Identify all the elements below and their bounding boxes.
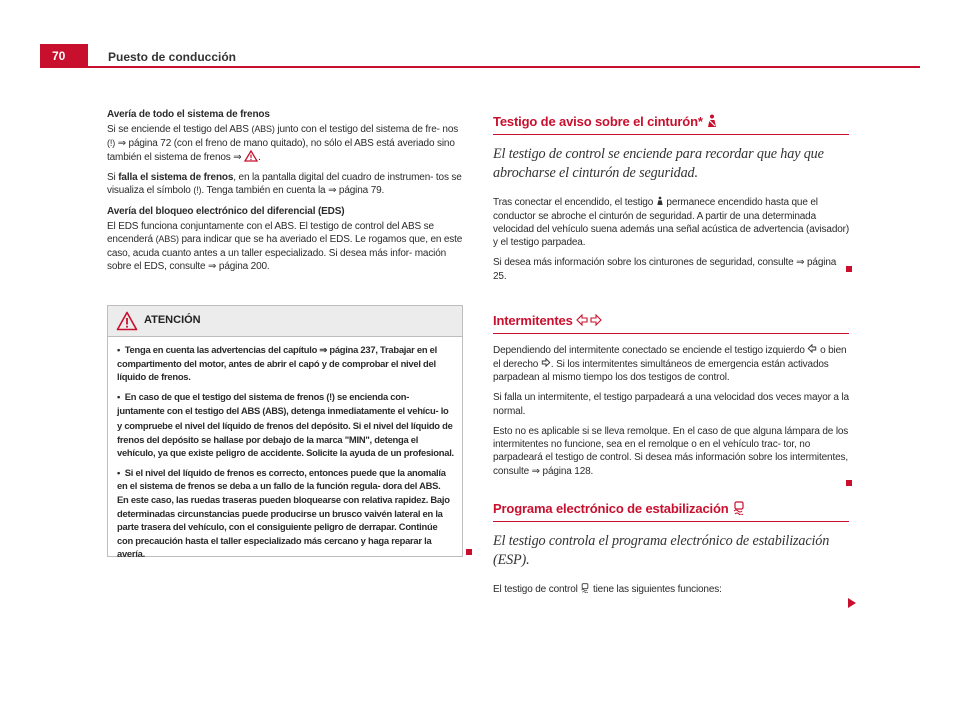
turn-left-arrow-icon <box>807 344 817 353</box>
esp-paragraph: El testigo de control tiene las siguientes funciones: <box>493 584 722 596</box>
warning-triangle-icon <box>116 311 138 331</box>
warning-item: • En caso de que el testigo del sistema de frenos (!) se encienda con- juntamente con el testigo del ABS (ABS), detenga inmediatamente el vehícu- lo y compruebe el nivel del líquido de frenos del depósito. Si el nivel del líquido de frenos del depósito se hallase por debajo de la marca "MIN", detenga el vehículo, ya que existe peligro de accidente. Solicite la ayuda de un profesional. <box>117 390 454 459</box>
turn-signal-paragraph: Dependiendo del intermitente conectado se enciende el testigo izquierdo o bien el derecho . Si los intermitentes simultáneos de emergencia están activados parpadean al mismo tiempo los dos testigos de control. <box>493 345 847 383</box>
warning-triangle-icon <box>244 150 258 162</box>
esp-skid-icon <box>580 583 590 593</box>
bullet: • <box>117 344 121 355</box>
eds-failure-heading: Avería del bloqueo electrónico del diferencial (EDS) <box>107 205 345 217</box>
continue-arrow-icon <box>848 598 856 608</box>
warning-item: • Si el nivel del líquido de frenos es correcto, entonces puede que la anomalía en el sistema de frenos se deba a un fallo de la función regula- dora del ABS. En este caso, las ruedas traseras pueden bloquearse con relativa rapidez. Bajo determinadas circunstancias puede producirse un brusco vaivén lateral en la parte trasera del vehículo, con el consiguiente peligro de derrapar. Continúe con precaución hasta el taller especializado más cercano y haga reparar la avería. <box>117 466 450 560</box>
section-divider <box>493 134 849 135</box>
turn-signal-icon <box>576 314 602 326</box>
esp-lead: El testigo controla el programa electrónico de estabilización (ESP). <box>493 533 830 569</box>
bullet: • <box>117 466 121 478</box>
seatbelt-lead: El testigo de control se enciende para recordar que hay que abrocharse el cinturón de seguridad. <box>493 146 824 182</box>
turn-right-arrow-icon <box>541 358 551 367</box>
warning-content <box>108 337 462 561</box>
left-column <box>107 108 467 280</box>
seatbelt-icon <box>656 196 664 206</box>
bullet: • <box>117 390 121 402</box>
esp-skid-icon <box>732 501 746 515</box>
section-divider <box>493 521 849 522</box>
section-end-marker <box>846 480 852 486</box>
brake-display-paragraph: Si falla el sistema de frenos, en la pantalla digital del cuadro de instrumen- tos se visualiza el símbolo (!). Tenga también en cuenta la ⇒ página 79. <box>107 172 462 197</box>
warning-title: ATENCIÓN <box>144 314 201 326</box>
seatbelt-icon <box>706 114 718 128</box>
brake-failure-heading: Avería de todo el sistema de frenos <box>107 109 270 120</box>
turn-signal-failure: Si falla un intermitente, el testigo parpadeará a una velocidad dos veces mayor a la normal. <box>493 392 849 417</box>
turn-signal-trailer: Esto no es aplicable si se lleva remolque. En el caso de que alguna lámpara de los intermitentes no funcione, sea en el remolque o en el vehículo trac- tor, no parpadeará el testigo de control. Si desea más información sobre los intermitentes, consulte ⇒ página 128. <box>493 425 849 477</box>
warning-box-header <box>108 306 462 337</box>
abs-indicator-icon: (ABS) <box>155 234 179 245</box>
right-column <box>493 114 849 604</box>
eds-paragraph: El EDS funciona conjuntamente con el ABS. El testigo de control del ABS se encenderá (ABS) para indicar que se ha averiado el EDS. Le rogamos que, en este caso, acuda cuanto antes a un taller especializado. Si desea más infor- mación sobre el EDS, consulte ⇒ página 200. <box>107 221 463 272</box>
seatbelt-more-info: Si desea más información sobre los cinturones de seguridad, consulte ⇒ página 25. <box>493 257 837 282</box>
brake-indicator-icon: (!) <box>326 391 335 402</box>
warning-item: • Tenga en cuenta las advertencias del capítulo ⇒ página 237, Trabajar en el compartimento del motor, antes de abrir el capó y de comprobar el nivel del líquido de frenos. <box>117 344 437 383</box>
brake-indicator-icon: (!) <box>107 137 116 148</box>
abs-indicator-icon: (ABS) <box>251 124 275 135</box>
section-end-marker <box>466 549 472 555</box>
chapter-title: Puesto de conducción <box>108 50 237 64</box>
seatbelt-section-title: Testigo de aviso sobre el cinturón* <box>493 114 849 128</box>
abs-indicator-icon: (ABS) <box>262 406 287 417</box>
header-divider <box>40 66 920 68</box>
warning-box <box>107 305 463 560</box>
page-number: 70 <box>40 44 88 68</box>
section-divider <box>493 333 849 334</box>
turn-signal-section-title: Intermitentes <box>493 314 849 327</box>
section-end-marker <box>846 266 852 272</box>
seatbelt-paragraph: Tras conectar el encendido, el testigo permanece encendido hasta que el conductor se abroche el cinturón de seguridad. A partir de una determinada velocidad del vehículo suena además una señal acústica de advertencia (avisador) y el testigo parpadea. <box>493 197 850 249</box>
brake-indicator-icon: (!) <box>193 185 202 196</box>
brake-failure-paragraph: Si se enciende el testigo del ABS (ABS) junto con el testigo del sistema de fre- nos (!) ⇒ página 72 (con el freno de mano quitado), no sólo el ABS está averiado sino también el sistema de frenos ⇒ . <box>107 124 459 163</box>
esp-section-title: Programa electrónico de estabilización <box>493 501 849 515</box>
